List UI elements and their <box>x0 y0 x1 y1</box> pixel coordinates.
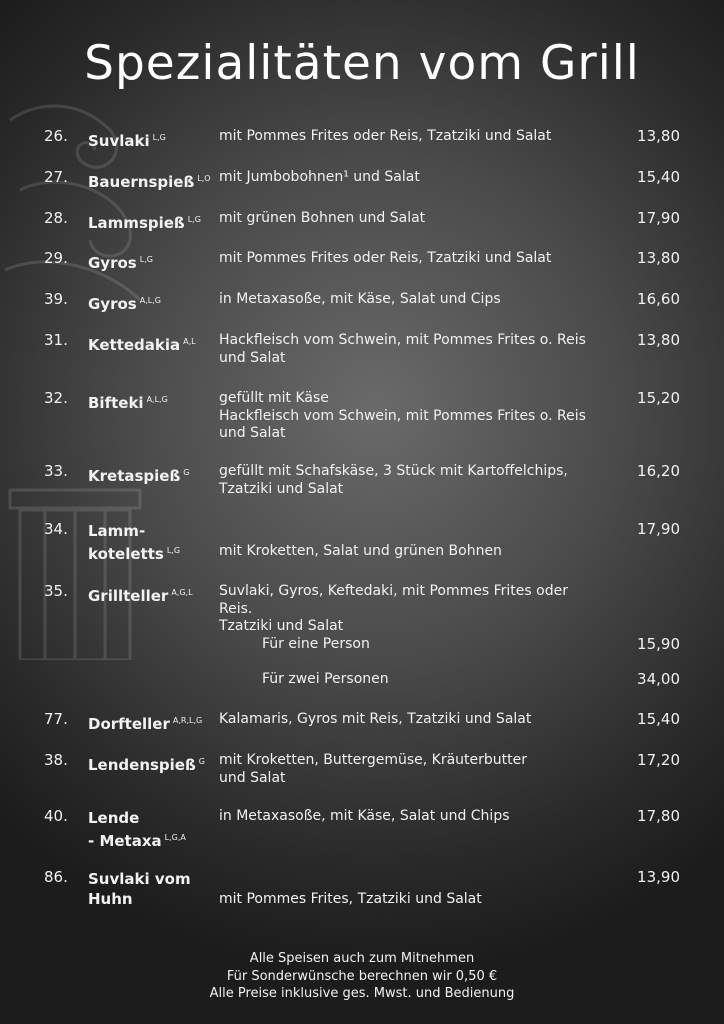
item-name: Suvlaki vom Huhn <box>88 870 191 908</box>
item-number: 27. <box>44 168 68 186</box>
allergen-codes: A,L,G <box>146 395 168 404</box>
footer-line: Für Sonderwünsche berechnen wir 0,50 € <box>226 968 498 984</box>
item-description: gefüllt mit Käse Hackfleisch vom Schwein, mit Pommes Frites o. Reis und Salat <box>219 390 586 441</box>
item-description: in Metaxasoße, mit Käse, Salat und Chips <box>219 808 510 824</box>
item-number: 77. <box>44 710 68 728</box>
item-name: Grillteller $^{A,G,L}$ <box>88 587 193 605</box>
item-name: Suvlaki $^{L,G}$ <box>88 132 166 150</box>
item-price: 15,40 <box>637 168 680 186</box>
option-price: 15,90 <box>637 635 680 653</box>
item-name: Bauernspieß $^{L,O}$ <box>88 173 211 191</box>
item-number: 34. <box>44 520 68 538</box>
item-name: Gyros $^{L,G}$ <box>88 254 153 272</box>
item-description: Kalamaris, Gyros mit Reis, Tzatziki und Salat <box>219 711 532 727</box>
item-number: 33. <box>44 462 68 480</box>
item-name: Lammspieß $^{L,G}$ <box>88 214 201 232</box>
allergen-codes: A,L <box>183 337 196 346</box>
item-number: 31. <box>44 331 68 349</box>
item-price: 17,90 <box>637 520 680 538</box>
item-number: 39. <box>44 290 68 308</box>
item-number: 26. <box>44 127 68 145</box>
item-name: Gyros $^{A,L,G}$ <box>88 295 161 313</box>
allergen-codes: L,G <box>139 255 153 264</box>
item-name: Dorfteller $^{A,R,L,G}$ <box>88 715 203 733</box>
item-description: in Metaxasoße, mit Käse, Salat und Cips <box>219 291 501 307</box>
item-number: 29. <box>44 249 68 267</box>
footer-line: Alle Speisen auch zum Mitnehmen <box>249 951 475 966</box>
item-number: 40. <box>44 807 68 825</box>
item-description: Suvlaki, Gyros, Keftedaki, mit Pommes Frites oder Reis. Tzatziki und Salat <box>219 583 568 634</box>
item-name: Lende - Metaxa $^{L,G,A}$ <box>88 809 186 850</box>
item-name: Kretaspieß $^G$ <box>88 467 190 485</box>
item-description: mit Jumbobohnen¹ und Salat <box>219 169 420 185</box>
item-description: mit grünen Bohnen und Salat <box>219 210 426 226</box>
item-name: Bifteki $^{A,L,G}$ <box>88 394 168 412</box>
item-number: 28. <box>44 209 68 227</box>
item-price: 16,20 <box>637 462 680 480</box>
allergen-codes: G <box>198 757 205 766</box>
allergen-codes: A,R,L,G <box>172 716 203 725</box>
item-name: Lamm- koteletts $^{L,G}$ <box>88 522 181 563</box>
item-price: 13,80 <box>637 127 680 145</box>
item-name: Kettedakia $^{A,L}$ <box>88 336 196 354</box>
allergen-codes: G <box>183 468 190 477</box>
page-title: Spezialitäten vom Grill <box>84 36 640 91</box>
option-label: Für zwei Personen <box>262 671 389 687</box>
item-number: 86. <box>44 868 68 886</box>
item-description: mit Pommes Frites oder Reis, Tzatziki und Salat <box>219 128 552 144</box>
item-price: 17,90 <box>637 209 680 227</box>
allergen-codes: L,G,A <box>164 833 186 842</box>
item-name: Lendenspieß $^G$ <box>88 756 205 774</box>
allergen-codes: L,G <box>166 546 181 555</box>
footer-line: Alle Preise inklusive ges. Mwst. und Bedienung <box>209 986 515 1001</box>
item-price: 13,80 <box>637 249 680 267</box>
item-number: 32. <box>44 389 68 407</box>
item-price: 15,20 <box>637 389 680 407</box>
allergen-codes: L,O <box>197 174 211 183</box>
item-price: 17,20 <box>637 751 680 769</box>
allergen-codes: L,G <box>187 215 201 224</box>
footer-notes <box>0 950 724 1003</box>
item-description: mit Kroketten, Buttergemüse, Kräuterbutter und Salat <box>219 752 527 786</box>
item-price: 13,90 <box>637 868 680 886</box>
item-description: mit Kroketten, Salat und grünen Bohnen <box>219 543 502 559</box>
item-description: gefüllt mit Schafskäse, 3 Stück mit Kartoffelchips, Tzatziki und Salat <box>219 463 568 497</box>
option-price: 34,00 <box>637 670 680 688</box>
item-description: Hackfleisch vom Schwein, mit Pommes Frites o. Reis und Salat <box>219 332 586 366</box>
allergen-codes: A,L,G <box>139 296 161 305</box>
item-number: 38. <box>44 751 68 769</box>
item-price: 13,80 <box>637 331 680 349</box>
item-number: 35. <box>44 582 68 600</box>
item-description: mit Pommes Frites, Tzatziki und Salat <box>219 891 482 907</box>
item-price: 15,40 <box>637 710 680 728</box>
allergen-codes: A,G,L <box>171 588 193 597</box>
option-label: Für eine Person <box>262 636 370 652</box>
item-price: 17,80 <box>637 807 680 825</box>
item-description: mit Pommes Frites oder Reis, Tzatziki und Salat <box>219 250 552 266</box>
allergen-codes: L,G <box>152 133 166 142</box>
item-price: 16,60 <box>637 290 680 308</box>
